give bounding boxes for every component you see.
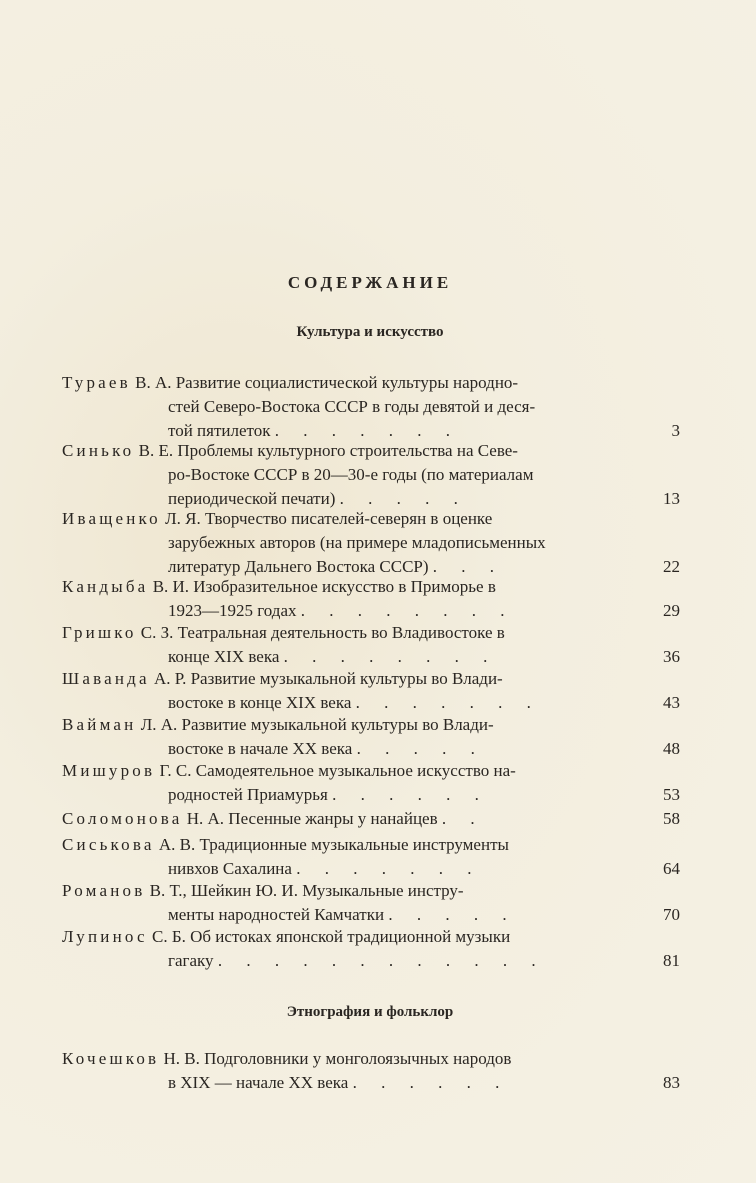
entry-title-text: той пятилеток [168,421,271,440]
page-number: 53 [663,785,680,804]
entry-title-text: литератур Дальнего Востока СССР) [168,557,429,576]
entry-continuation-line [168,600,515,622]
entry-first-line [62,622,505,644]
entry-title-text: стей Северо-Востока СССР в годы девятой и деся- [168,397,536,416]
entry-continuation-line [168,396,535,418]
entry-title-text: востоке в конце XIX века [168,693,352,712]
entry-first-line [62,508,492,530]
entry-author: Иващенко [62,509,161,528]
entry-author: Романов [62,881,146,900]
page-number: 43 [663,693,680,712]
leader-dots: . . . . . . . [274,421,460,440]
page-number: 70 [663,905,680,924]
entry-title-start: Л. Я. Творчество писателей-северян в оценке [165,509,493,528]
leader-dots: . . . . . . . [296,859,482,878]
entry-title-start: С. З. Театральная деятельность во Владивостоке в [140,623,505,642]
entry-first-line [62,576,496,598]
leader-dots: . . . . . . . . . . . . [217,951,546,970]
entry-continuation-line [168,464,533,486]
entry-continuation-line [168,646,497,668]
page-number: 22 [663,557,680,576]
entry-continuation-line [168,556,504,578]
entry-continuation-line [168,738,485,760]
section-heading: Культура и искусство [296,324,444,340]
page-number: 64 [663,859,680,878]
page-number: 81 [663,951,680,970]
entry-title-text: конце XIX века [168,647,280,666]
entry-author: Кочешков [62,1049,160,1068]
leader-dots: . . . . . . . [355,693,541,712]
entry-continuation-line [168,420,460,442]
entry-first-line [62,808,485,830]
entry-author: Кандыба [62,577,149,596]
entry-first-line [62,760,516,782]
entry-first-line [62,926,510,948]
entry-title-start: Г. С. Самодеятельное музыкальное искусство на- [159,761,516,780]
entry-first-line [62,372,518,394]
leader-dots: . . . . . [356,739,485,758]
entry-author: Лупинос [62,927,148,946]
entry-title-text: гагаку [168,951,214,970]
entry-title-start: С. Б. Об истоках японской традиционной музыки [152,927,511,946]
entry-continuation-line [168,692,541,714]
entry-title-start: В. А. Развитие социалистической культуры народно- [135,373,519,392]
entry-continuation-line [168,950,546,972]
entry-author: Гришко [62,623,137,642]
page-number: 83 [663,1073,680,1092]
entry-first-line [62,1048,511,1070]
entry-title-text: 1923—1925 годах [168,601,297,620]
entry-title-start: Н. А. Песенные жанры у нанайцев [186,809,438,828]
entry-first-line [62,714,494,736]
entry-continuation-line [168,784,489,806]
entry-first-line [62,834,509,856]
entry-continuation-line [168,532,546,554]
entry-author: Соломонова [62,809,183,828]
entry-author: Шаванда [62,669,150,688]
leader-dots: . . . [432,557,505,576]
entry-title-text: нивхов Сахалина [168,859,292,878]
entry-continuation-line [168,858,481,880]
leader-dots: . . . . . . [352,1073,510,1092]
entry-title-start: А. Р. Развитие музыкальной культуры во Влади- [154,669,503,688]
page-number: 3 [671,421,680,440]
page-number: 58 [663,809,680,828]
entry-continuation-line [168,904,517,926]
leader-dots: . . [441,809,485,828]
entry-title-text: родностей Приамурья [168,785,328,804]
entry-title-text: ро-Востоке СССР в 20—30-е годы (по материалам [168,465,534,484]
section-heading: Этнография и фольклор [286,1004,454,1020]
entry-title-start: В. Т., Шейкин Ю. И. Музыкальные инстру- [149,881,464,900]
entry-author: Синько [62,441,135,460]
page-title: СОДЕРЖАНИЕ [287,273,453,292]
entry-title-start: А. В. Традиционные музыкальные инструменты [158,835,509,854]
entry-title-text: в XIX — начале XX века [168,1073,349,1092]
entry-author: Мишуров [62,761,156,780]
entry-continuation-line [168,1072,509,1094]
entry-title-start: Н. В. Подголовники у монголоязычных народов [163,1049,512,1068]
entry-first-line [62,440,518,462]
entry-author: Вайман [62,715,137,734]
page-number: 36 [663,647,680,666]
leader-dots: . . . . . [388,905,517,924]
leader-dots: . . . . . . . . [283,647,498,666]
entry-title-start: Л. А. Развитие музыкальной культуры во Влади- [140,715,494,734]
leader-dots: . . . . . . [332,785,489,804]
entry-title-text: периодической печати) [168,489,336,508]
entry-author: Тураев [62,373,131,392]
entry-title-text: востоке в начале XX века [168,739,353,758]
entry-first-line [62,880,464,902]
entry-first-line [62,668,503,690]
entry-author: Сиськова [62,835,155,854]
entry-title-text: менты народностей Камчатки [168,905,385,924]
entry-title-start: В. И. Изобразительное искусство в Приморье в [152,577,496,596]
page-number: 29 [663,601,680,620]
entry-title-text: зарубежных авторов (на примере младописьменных [168,533,546,552]
page-number: 13 [663,489,680,508]
entry-continuation-line [168,488,468,510]
entry-title-start: В. Е. Проблемы культурного строительства на Севе- [138,441,518,460]
leader-dots: . . . . . . . . [300,601,515,620]
leader-dots: . . . . . [339,489,468,508]
page-number: 48 [663,739,680,758]
